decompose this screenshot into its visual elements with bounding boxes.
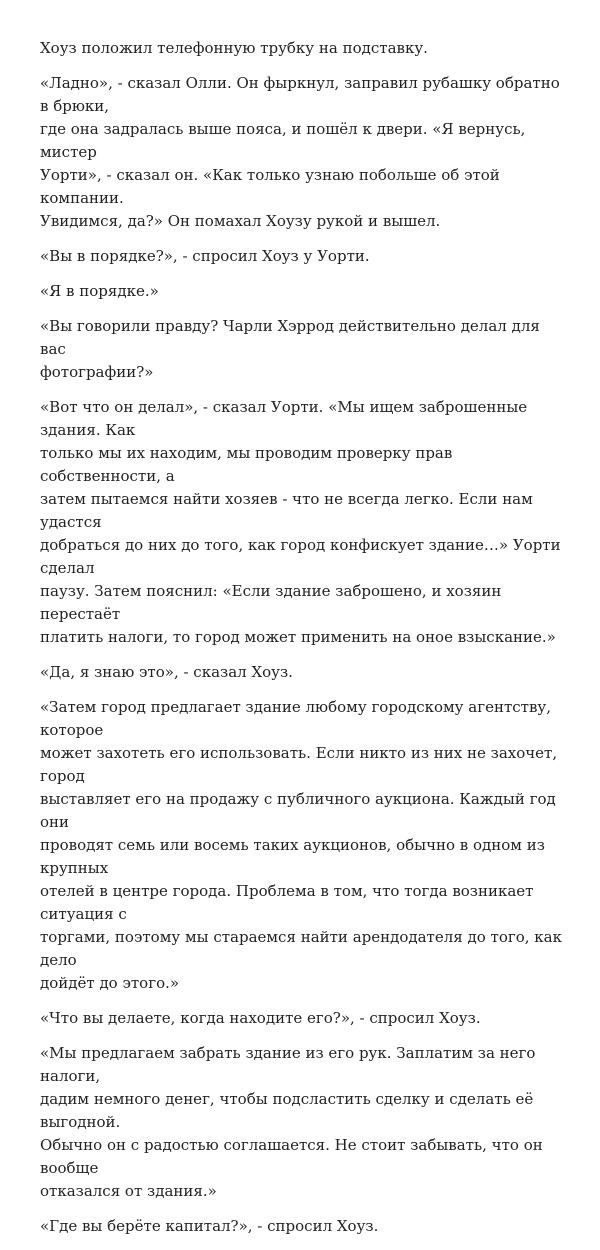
- paragraph-8: «Затем город предлагает здание любому городскому агентству, которое может захотеть его использовать. Если никто из них не захочет, город выставляет его на продажу с публичного аукциона. Каждый год они проводят семь или восемь таких аукционов, обычно в одном из крупных отелей в центре города. Проблема в том, что тогда возникает ситуация с торгами, поэтому мы стараемся найти арендодателя до того, как дело дойдёт до этого.»: [40, 698, 562, 992]
- paragraph-6: «Вот что он делал», - сказал Уорти. «Мы ищем заброшенные здания. Как только мы их находим, мы проводим проверку прав собственности, а затем пытаемся найти хозяев - что не всегда легко. Если нам удастся добраться до них до того, как город конфискует здание…» Уорти сделал паузу. Затем пояснил: «Если здание заброшено, и хозяин перестаёт платить налоги, то город может применить на оное взыскание.»: [40, 398, 561, 646]
- paragraph-1: Хоуз положил телефонную трубку на подставку.: [40, 39, 428, 57]
- paragraph-2: «Ладно», - сказал Олли. Он фыркнул, заправил рубашку обратно в брюки, где она задралась выше пояса, и пошёл к двери. «Я вернусь, мистер Уорти», - сказал он. «Как только узнаю побольше об этой компании. Увидимся, да?» Он помахал Хоузу рукой и вышел.: [40, 74, 560, 230]
- paragraph-9: «Что вы делаете, когда находите его?», - спросил Хоуз.: [40, 1009, 481, 1027]
- paragraph-11: «Где вы берёте капитал?», - спросил Хоуз.: [40, 1217, 379, 1235]
- paragraph-3: «Вы в порядке?», - спросил Хоуз у Уорти.: [40, 247, 370, 265]
- paragraph-4: «Я в порядке.»: [40, 282, 159, 300]
- document-page: [40, 37, 568, 1250]
- paragraph-5: «Вы говорили правду? Чарли Хэррод действительно делал для вас фотографии?»: [40, 317, 540, 381]
- paragraph-7: «Да, я знаю это», - сказал Хоуз.: [40, 663, 293, 681]
- paragraph-10: «Мы предлагаем забрать здание из его рук. Заплатим за него налоги, дадим немного денег, чтобы подсластить сделку и сделать её выгодной. Обычно он с радостью соглашается. Не стоит забывать, что он вообще отказался от здания.»: [40, 1044, 543, 1200]
